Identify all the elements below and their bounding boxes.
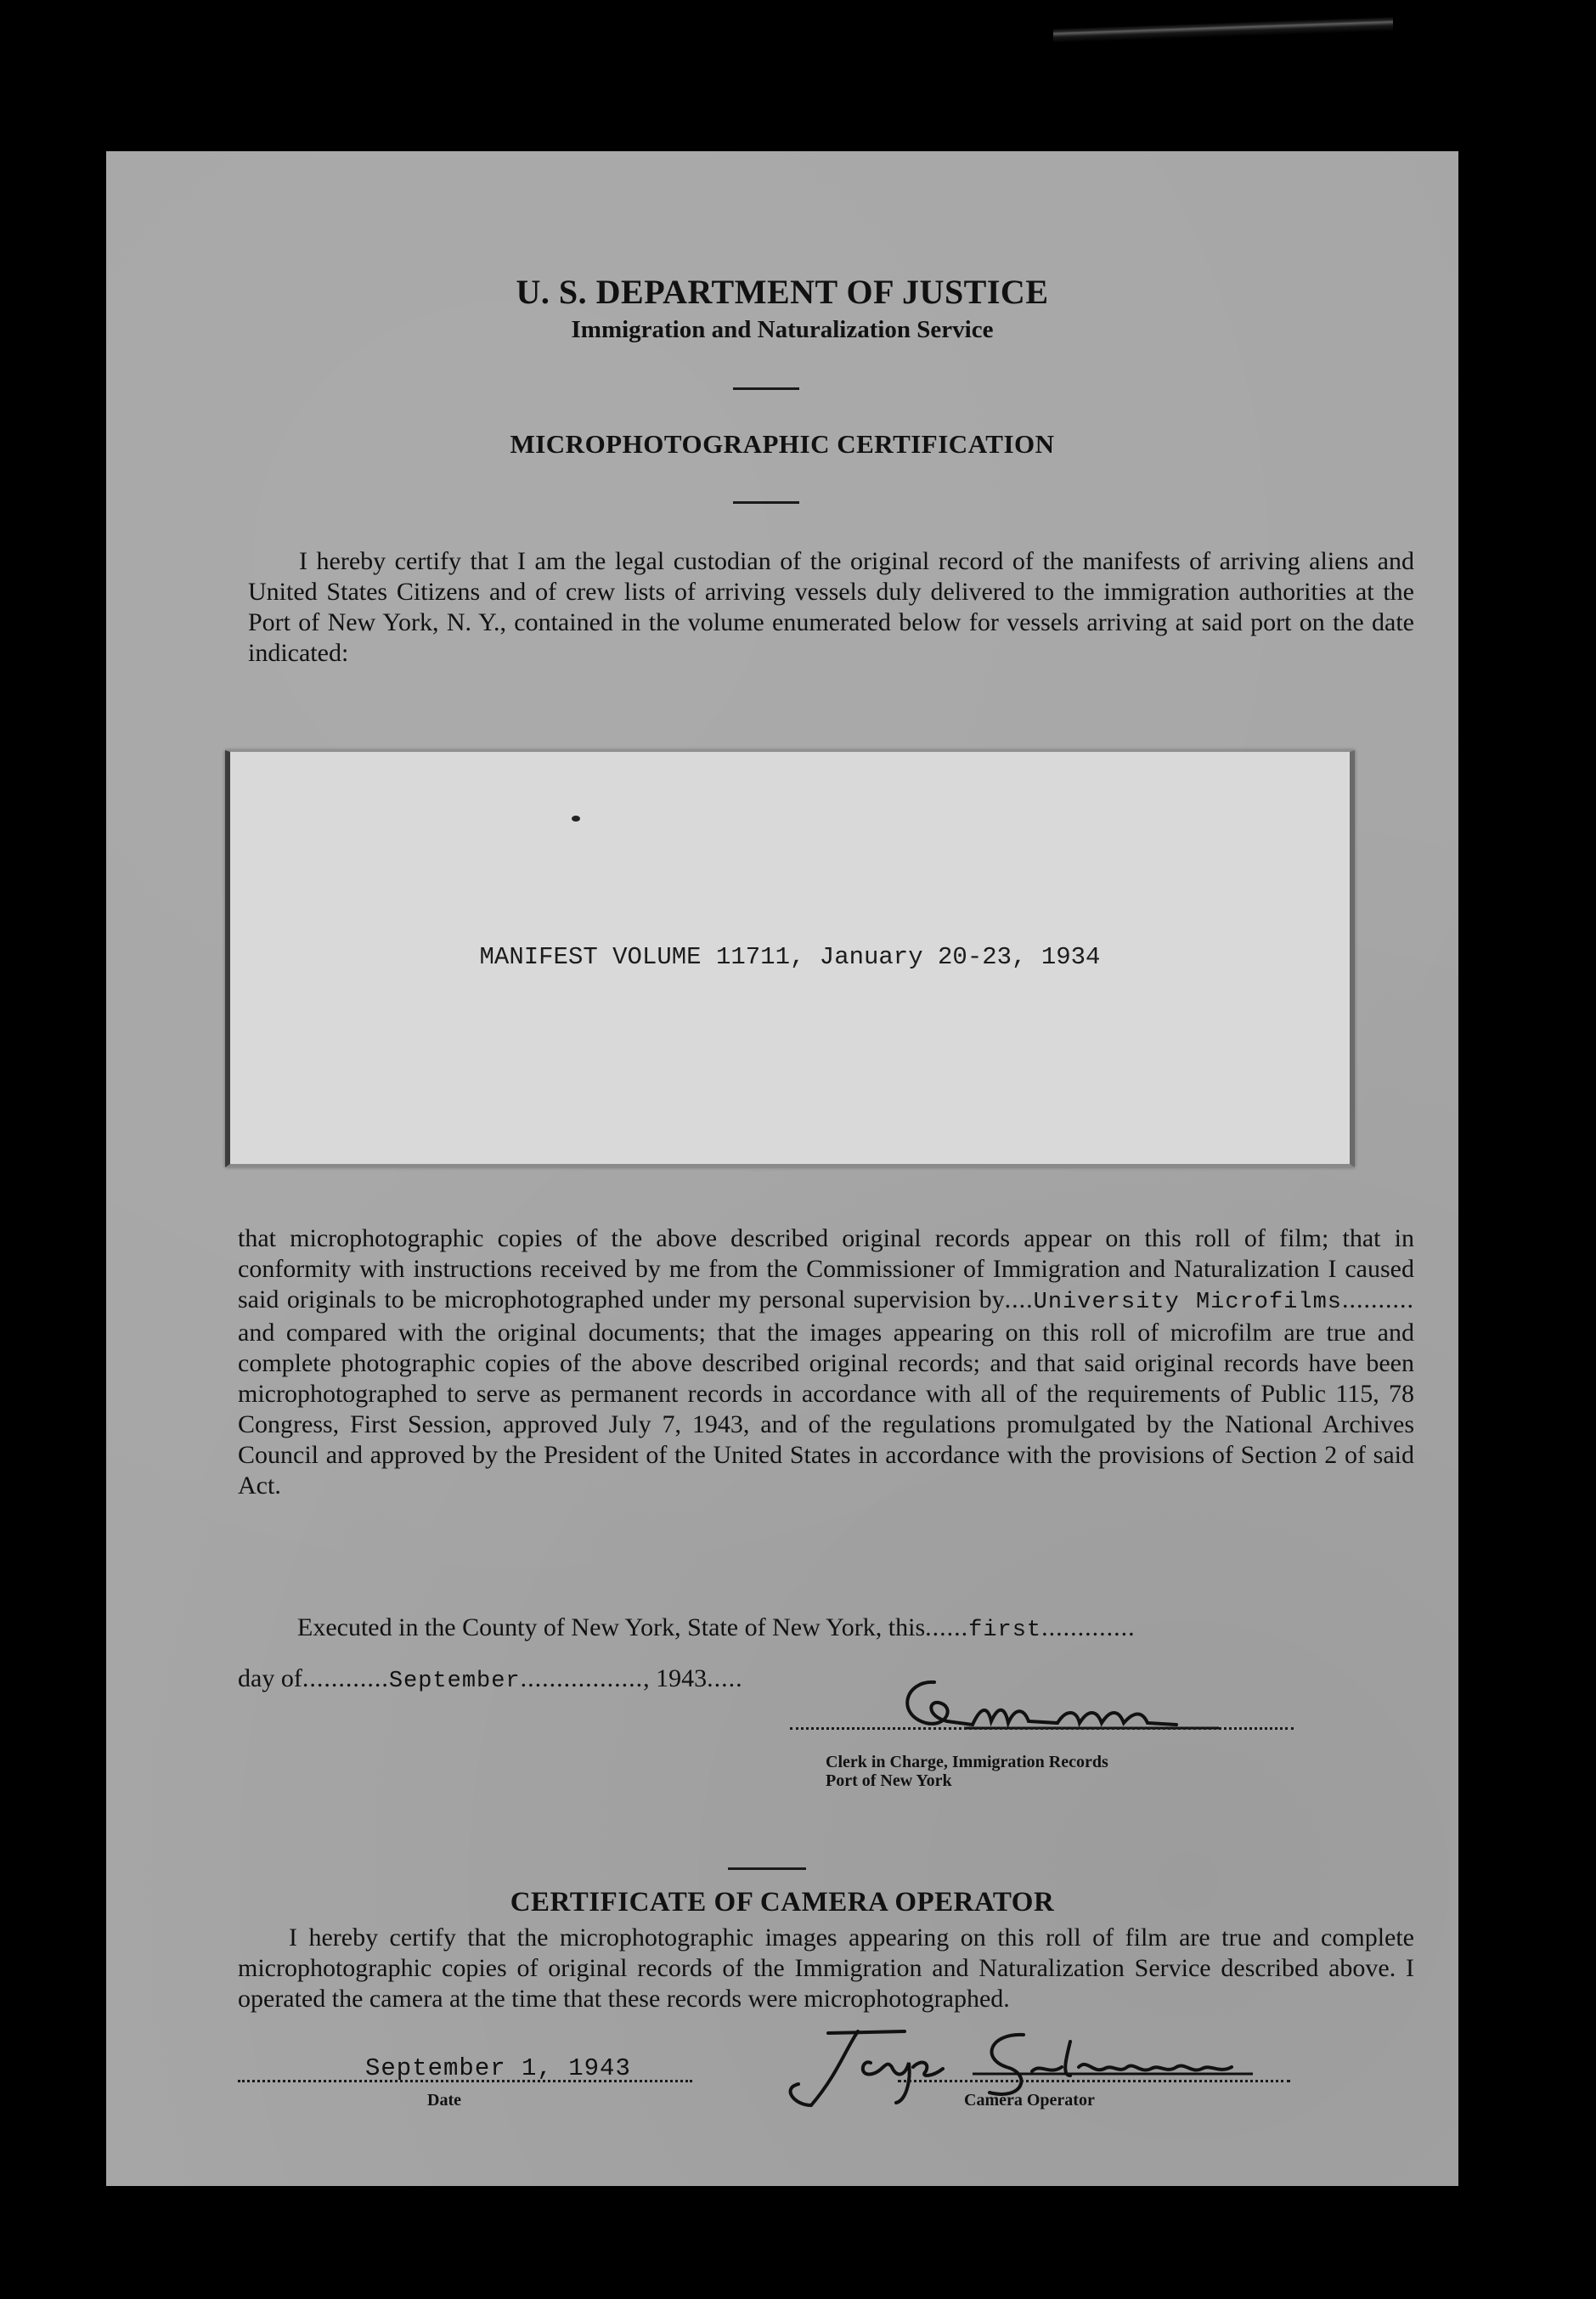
date-line [238, 2080, 692, 2082]
clerk-caption: Clerk in Charge, Immigration Records [826, 1753, 1108, 1771]
fill-dots: ................. [520, 1664, 644, 1692]
clerk-signature-line [790, 1727, 1294, 1730]
body-text-part1: that microphotographic copies of the above described original records appear on this roll of film; that in conformity with instructions received by me from the Commissioner of Immigration and Naturalization I caused said originals to be microphotographed under my personal supervision by [238, 1224, 1414, 1313]
film-edge-artifact [1053, 0, 1393, 59]
execution-month: September [388, 1669, 521, 1694]
dust-speck [572, 816, 580, 822]
manifest-insert-card [225, 750, 1355, 1167]
operator-signature-line [898, 2080, 1290, 2082]
fill-dots: .......... [1342, 1285, 1414, 1313]
fill-dots: ...... [925, 1613, 969, 1641]
manifest-volume-text: MANIFEST VOLUME 11711, January 20-23, 1934 [479, 943, 1101, 971]
microfilm-company: University Microfilms [1033, 1290, 1342, 1315]
service-subtitle: Immigration and Naturalization Service [571, 316, 994, 343]
fill-dots: ..... [707, 1664, 743, 1692]
body-text-part2: and compared with the original documents; that the images appearing on this roll of microfilm are true and complete photographic copies of the above described original records; and that said original records have been microphotographed to serve as permanent records in accordance with all of the requirements of Public 115, 78 Congress, First Session, approved July 7, 1943, and of the regulations promulgated by the National Archives Council and approved by the President of the United States in accordance with the provisions of Section 2 of said Act. [238, 1319, 1414, 1500]
clerk-signature [888, 1672, 1244, 1736]
execution-month-line [238, 1664, 743, 1697]
execution-day: first [968, 1618, 1042, 1643]
execution-line [297, 1613, 1136, 1646]
divider [733, 387, 799, 390]
day-of-label: day of [238, 1664, 302, 1692]
camera-operator-caption: Camera Operator [964, 2091, 1095, 2110]
execution-prefix: Executed in the County of New York, State of New York, this [297, 1613, 926, 1641]
intro-paragraph: I hereby certify that I am the legal custodian of the original record of the manifests of arriving aliens and United States Citizens and of crew lists of arriving vessels duly delivered to the immigration authorities at the Port of New York, N. Y., contained in the volume enumerated below for vessels arriving at said port on the date indicated: [248, 547, 1414, 667]
department-title: U. S. DEPARTMENT OF JUSTICE [516, 273, 1049, 311]
operator-date: September 1, 1943 [365, 2054, 631, 2082]
port-caption: Port of New York [826, 1771, 952, 1790]
fill-dots: ............ [302, 1664, 389, 1692]
divider [733, 501, 799, 504]
camera-certificate-title: CERTIFICATE OF CAMERA OPERATOR [510, 1887, 1055, 1918]
camera-certificate-paragraph: I hereby certify that the microphotographic images appearing on this roll of film are true and complete microphotographic copies of original records of the Immigration and Naturalization Service described above. I operated the camera at the time that these records were microphotographed. [238, 1923, 1414, 2013]
fill-dots: .... [1004, 1285, 1034, 1313]
divider [728, 1867, 806, 1870]
fill-dots: ............. [1041, 1613, 1136, 1641]
certification-body [238, 1223, 1414, 1501]
execution-year: , 1943 [643, 1664, 708, 1692]
certificate-sheet [106, 151, 1458, 2186]
date-caption: Date [427, 2091, 461, 2110]
certification-title: MICROPHOTOGRAPHIC CERTIFICATION [510, 429, 1055, 459]
